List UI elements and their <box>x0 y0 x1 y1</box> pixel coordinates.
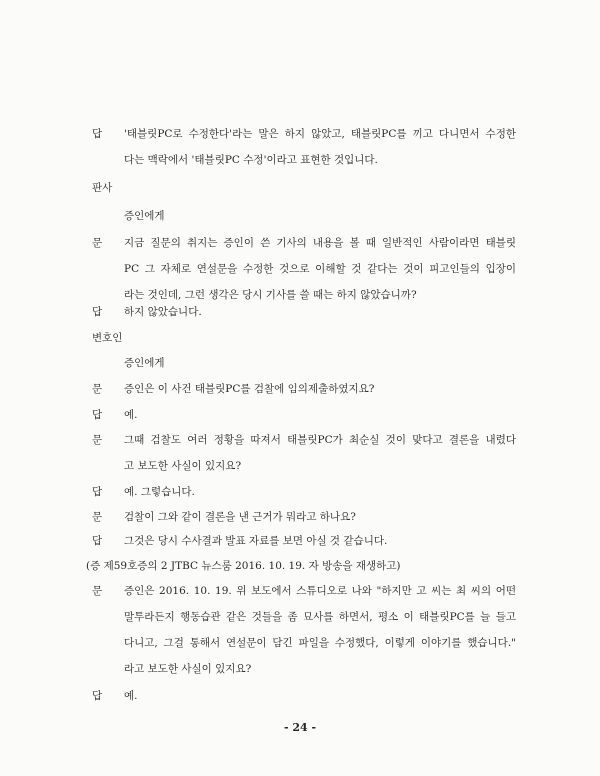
page-number: - 24 - <box>283 721 317 734</box>
question-tag: 문 <box>92 383 103 395</box>
question-text: 그때 검찰도 여러 정황을 따져서 태블릿PC가 최순실 것이 맞다고 결론을 내렸다 <box>124 434 516 446</box>
answer-text: 예. 그렇습니다. <box>124 486 195 498</box>
answer-text: 그것은 당시 수사결과 발표 자료를 보면 아실 것 같습니다. <box>124 535 388 547</box>
speaker-judge: 판사 <box>92 182 113 194</box>
answer-text: '태블릿PC로 수정한다'라는 말은 하지 않았고, 태블릿PC를 끼고 다니면서 수정한 <box>124 128 516 140</box>
question-text: 라는 것인데, 그런 생각은 당시 기사를 쓸 때는 하지 않았습니까? <box>124 289 417 301</box>
answer-text: 다는 맥락에서 '태블릿PC 수정'이라고 표현한 것입니다. <box>124 154 378 166</box>
question-text: 지금 질문의 취지는 증인이 쓴 기사의 내용을 볼 때 일반적인 사람이라면 태블릿 <box>124 237 516 249</box>
question-tag: 문 <box>92 511 103 523</box>
question-tag: 문 <box>92 585 103 597</box>
addressee-witness: 증인에게 <box>124 357 165 369</box>
question-tag: 문 <box>92 434 103 446</box>
question-text: 증인은 2016. 10. 19. 위 보도에서 스튜디오로 나와 "하지만 고 씨는 최 씨의 어떤 <box>124 585 516 597</box>
question-text: 고 보도한 사실이 있지요? <box>124 460 242 472</box>
answer-tag: 답 <box>92 535 103 547</box>
question-tag: 문 <box>92 237 103 249</box>
answer-text: 하지 않았습니다. <box>124 306 202 318</box>
answer-tag: 답 <box>92 128 103 140</box>
question-text: 라고 보도한 사실이 있지요? <box>124 663 252 675</box>
answer-tag: 답 <box>92 409 103 421</box>
question-text: 말투라든지 행동습관 같은 것들을 좀 묘사를 하면서, 평소 이 태블릿PC를 늘 들고 <box>124 611 516 623</box>
question-text: 다니고, 그걸 통해서 연설문이 담긴 파일을 수정했다, 이렇게 이야기를 했습니다." <box>124 637 516 649</box>
question-text: PC 그 자체로 연설문을 수정한 것으로 이해할 것 같다는 것이 피고인들의 입장이 <box>124 263 516 275</box>
question-text: 검찰이 그와 같이 결론을 낸 근거가 뭐라고 하나요? <box>124 511 356 523</box>
answer-tag: 답 <box>92 690 103 702</box>
answer-tag: 답 <box>92 306 103 318</box>
addressee-witness: 증인에게 <box>124 210 165 222</box>
question-text: 증인은 이 사건 태블릿PC를 검찰에 임의제출하였지요? <box>124 383 375 395</box>
answer-text: 예. <box>124 409 138 421</box>
answer-tag: 답 <box>92 486 103 498</box>
speaker-lawyer: 변호인 <box>92 332 123 344</box>
answer-text: 예. <box>124 690 138 702</box>
stage-direction: (증 제59호증의 2 JTBC 뉴스룸 2016. 10. 19. 자 방송을 재생하고) <box>86 560 401 572</box>
